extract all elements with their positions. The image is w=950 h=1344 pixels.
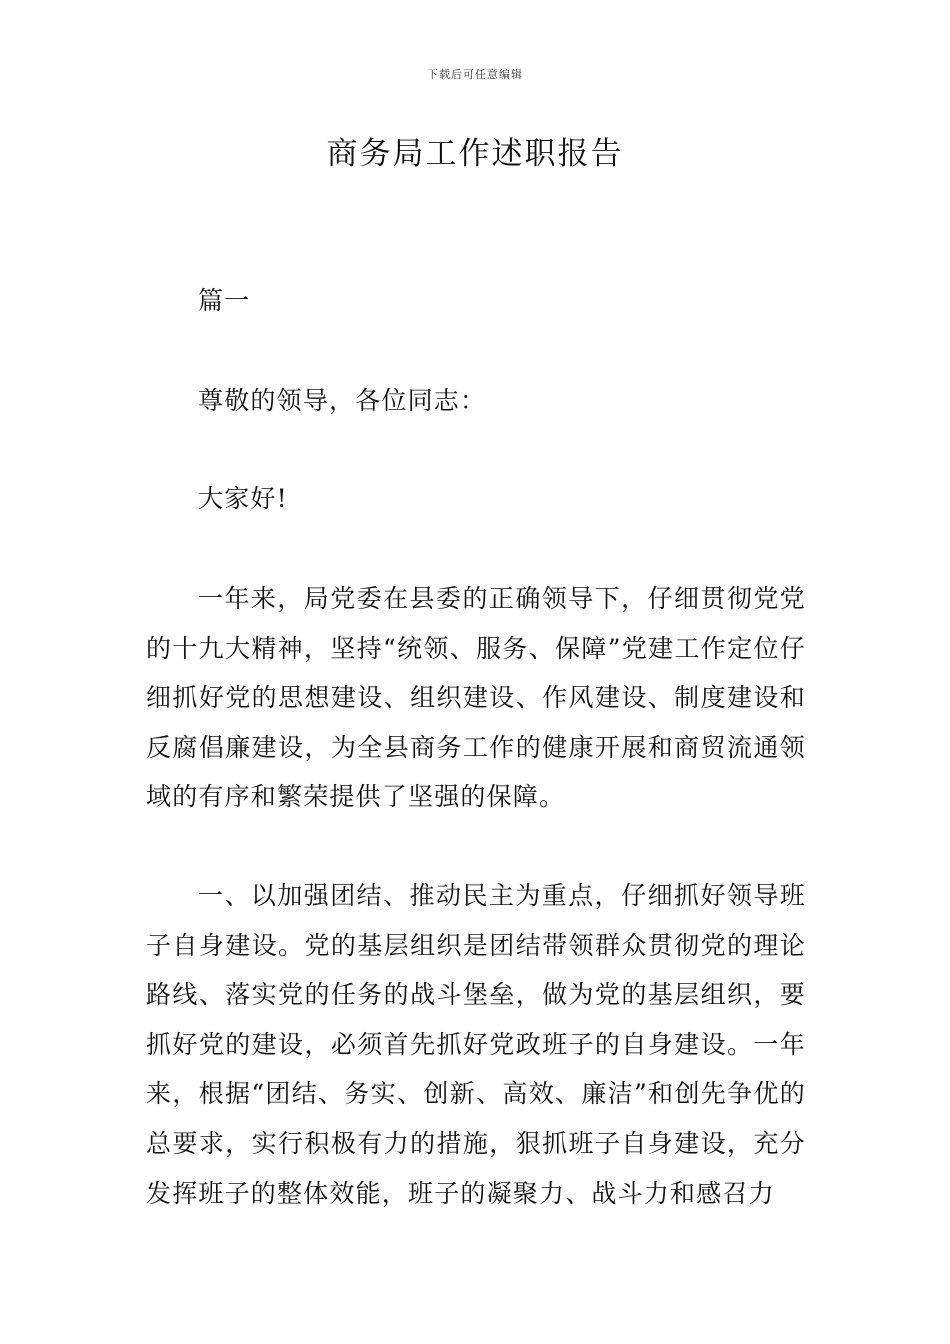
greeting-paragraph: 尊敬的领导，各位同志： (198, 386, 487, 415)
body-paragraph-1: 一年来，局党委在县委的正确领导下，仔细贯彻党党的十九大精神，坚持“统领、服务、保障”党建工作定位仔细抓好党的思想建设、组织建设、作风建设、制度建设和反腐倡廉建设，为全县商务工作的健康开展和商贸流通领域的有序和繁荣提供了坚强的保障。 (146, 584, 806, 812)
document-title: 商务局工作述职报告 (326, 136, 624, 172)
header-note: 下载后可任意编辑 (427, 68, 523, 81)
section-label: 篇一 (198, 286, 251, 315)
hello-paragraph: 大家好! (198, 484, 288, 513)
body-paragraph-2: 一、以加强团结、推动民主为重点，仔细抓好领导班子自身建设。党的基层组织是团结带领群众贯彻党的理论路线、落实党的任务的战斗堡垒，做为党的基层组织，要抓好党的建设，必须首先抓好党政班子的自身建设。一年来，根据“团结、务实、创新、高效、廉洁”和创先争优的总要求，实行积极有力的措施，狠抓班子自身建设，充分发挥班子的整体效能，班子的凝聚力、战斗力和感召力 (146, 881, 806, 1208)
